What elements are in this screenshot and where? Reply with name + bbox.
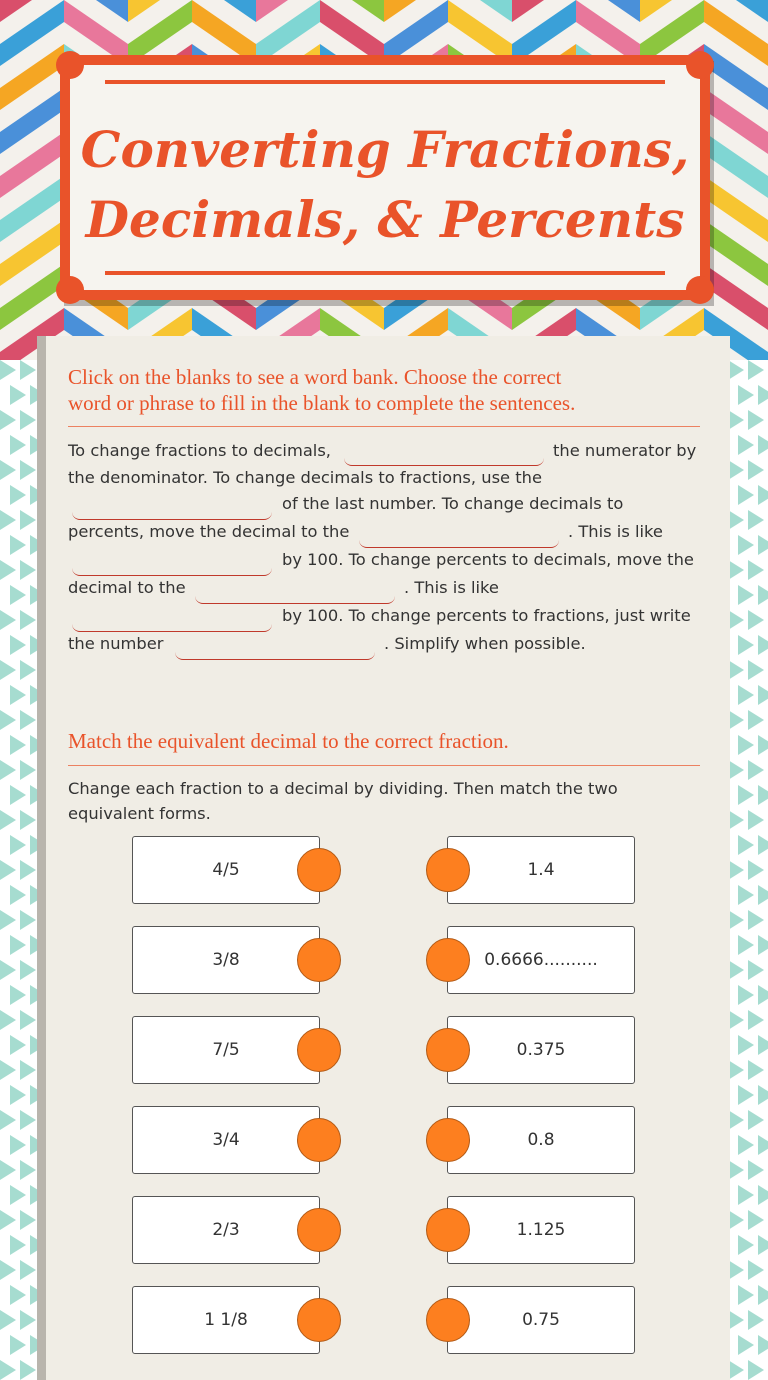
triangle-decoration [0,410,16,430]
triangle-decoration [748,460,764,480]
triangle-decoration [758,1335,768,1355]
triangle-decoration [758,585,768,605]
triangle-decoration [0,1110,16,1130]
paragraph-text: . This is like [404,578,499,597]
triangle-decoration [728,1260,744,1280]
triangle-decoration [0,960,16,980]
triangle-decoration [738,1135,754,1155]
section1-heading-line1: Click on the blanks to see a word bank. Choose the correct [68,365,562,389]
triangle-decoration [0,1260,16,1280]
triangle-decoration [10,1235,26,1255]
triangle-decoration [20,1360,36,1380]
triangle-decoration [758,535,768,555]
decimal-box: 0.375 [447,1016,635,1084]
fraction-box: 3/4 [132,1106,320,1174]
triangle-decoration [738,685,754,705]
triangle-decoration [10,785,26,805]
fraction-connector[interactable] [297,1118,341,1162]
triangle-decoration [728,360,744,380]
triangle-decoration [20,660,36,680]
triangle-decoration [10,1035,26,1055]
triangle-decoration [20,710,36,730]
triangle-decoration [728,460,744,480]
triangle-decoration [20,1010,36,1030]
triangle-decoration [748,1260,764,1280]
page-title-line1: Converting Fractions, [80,120,690,179]
decimal-box: 0.75 [447,1286,635,1354]
triangle-decoration [20,1110,36,1130]
triangle-decoration [758,435,768,455]
triangle-decoration [738,1185,754,1205]
triangle-decoration [0,660,16,680]
left-triangle-pattern [0,360,40,1380]
triangle-decoration [20,1060,36,1080]
corner-decoration [686,51,714,79]
triangle-decoration [728,610,744,630]
triangle-decoration [20,610,36,630]
triangle-decoration [0,510,16,530]
fraction-box: 4/5 [132,836,320,904]
triangle-decoration [738,535,754,555]
triangle-decoration [728,1360,744,1380]
title-rule-bottom [105,271,665,275]
section2-heading: Match the equivalent decimal to the correct fraction. [68,729,509,753]
triangle-decoration [728,760,744,780]
triangle-decoration [20,1160,36,1180]
title-card [60,55,710,300]
triangle-decoration [0,1160,16,1180]
triangle-decoration [10,835,26,855]
triangle-decoration [748,810,764,830]
title-rule-top [105,80,665,84]
fraction-box: 3/8 [132,926,320,994]
paragraph-text: . Simplify when possible. [384,634,586,653]
triangle-decoration [758,785,768,805]
paragraph-text: the denominator. To change decimals to fractions, use the [68,468,542,487]
triangle-decoration [10,385,26,405]
triangle-decoration [10,1085,26,1105]
section2-rule [68,765,700,766]
triangle-decoration [738,435,754,455]
triangle-decoration [748,1160,764,1180]
page-title-line2: Decimals, & Percents [85,190,685,249]
section1-heading-line2: word or phrase to fill in the blank to complete the sentences. [68,391,576,415]
fraction-box: 1 1/8 [132,1286,320,1354]
decimal-connector[interactable] [426,938,470,982]
triangle-decoration [10,735,26,755]
triangle-decoration [10,585,26,605]
triangle-decoration [0,1360,16,1380]
fraction-box: 7/5 [132,1016,320,1084]
blank-4[interactable] [72,557,272,576]
triangle-decoration [738,785,754,805]
triangle-decoration [0,1210,16,1230]
triangle-decoration [0,860,16,880]
triangle-decoration [728,1060,744,1080]
triangle-decoration [738,1285,754,1305]
corner-decoration [686,276,714,304]
triangle-decoration [748,1110,764,1130]
blank-7[interactable] [175,641,375,660]
triangle-decoration [748,610,764,630]
triangle-decoration [728,660,744,680]
triangle-decoration [0,710,16,730]
triangle-decoration [728,560,744,580]
triangle-decoration [728,510,744,530]
paragraph-text: To change fractions to decimals, [68,441,331,460]
triangle-decoration [728,1110,744,1130]
triangle-decoration [20,460,36,480]
triangle-decoration [738,635,754,655]
triangle-decoration [748,510,764,530]
decimal-box: 0.6666.......... [447,926,635,994]
triangle-decoration [20,410,36,430]
decimal-box: 0.8 [447,1106,635,1174]
decimal-connector[interactable] [426,1208,470,1252]
triangle-decoration [738,735,754,755]
triangle-decoration [758,1135,768,1155]
fraction-connector[interactable] [297,848,341,892]
triangle-decoration [20,910,36,930]
triangle-decoration [728,960,744,980]
fraction-connector[interactable] [297,1028,341,1072]
triangle-decoration [748,710,764,730]
triangle-decoration [10,485,26,505]
triangle-decoration [748,1310,764,1330]
triangle-decoration [0,810,16,830]
triangle-decoration [738,1235,754,1255]
section1-rule [68,426,700,427]
triangle-decoration [0,1010,16,1030]
fraction-connector[interactable] [297,938,341,982]
triangle-decoration [738,1035,754,1055]
instruction-line2: equivalent forms. [68,804,211,823]
triangle-decoration [758,1035,768,1055]
blank-3[interactable] [359,529,559,548]
triangle-decoration [0,610,16,630]
triangle-decoration [0,910,16,930]
triangle-decoration [0,460,16,480]
triangle-decoration [748,910,764,930]
triangle-decoration [10,935,26,955]
triangle-decoration [758,885,768,905]
title-inner [70,65,700,290]
triangle-decoration [738,885,754,905]
triangle-decoration [728,810,744,830]
triangle-decoration [758,835,768,855]
triangle-decoration [0,1310,16,1330]
triangle-decoration [758,385,768,405]
decimal-connector[interactable] [426,848,470,892]
triangle-decoration [758,635,768,655]
triangle-decoration [10,1185,26,1205]
page-title [70,115,700,255]
triangle-decoration [0,560,16,580]
triangle-decoration [20,560,36,580]
triangle-decoration [748,660,764,680]
triangle-decoration [728,410,744,430]
triangle-decoration [748,760,764,780]
triangle-decoration [10,535,26,555]
triangle-decoration [758,1085,768,1105]
triangle-decoration [758,685,768,705]
paragraph-text: by 100. To change percents to fractions, just write [282,606,691,625]
blank-2[interactable] [72,501,272,520]
blank-6[interactable] [72,613,272,632]
triangle-decoration [738,935,754,955]
triangle-decoration [738,385,754,405]
triangle-decoration [20,960,36,980]
paragraph-text: the number [68,634,164,653]
paragraph-text: the numerator by [553,441,697,460]
triangle-decoration [20,810,36,830]
triangle-decoration [748,1010,764,1030]
fraction-connector[interactable] [297,1208,341,1252]
decimal-connector[interactable] [426,1118,470,1162]
triangle-decoration [748,560,764,580]
triangle-decoration [738,835,754,855]
triangle-decoration [758,735,768,755]
triangle-decoration [10,885,26,905]
triangle-decoration [10,435,26,455]
triangle-decoration [738,1085,754,1105]
triangle-decoration [10,1135,26,1155]
blank-1[interactable] [344,447,544,466]
triangle-decoration [758,1285,768,1305]
decimal-connector[interactable] [426,1298,470,1342]
triangle-decoration [738,1335,754,1355]
triangle-decoration [748,960,764,980]
paragraph-text: decimal to the [68,578,186,597]
triangle-decoration [0,760,16,780]
instruction-line1: Change each fraction to a decimal by dividing. Then match the two [68,779,618,798]
right-triangle-pattern [728,360,768,1380]
triangle-decoration [748,1060,764,1080]
triangle-decoration [10,685,26,705]
corner-decoration [56,276,84,304]
triangle-decoration [728,1160,744,1180]
triangle-decoration [748,1210,764,1230]
decimal-box: 1.125 [447,1196,635,1264]
triangle-decoration [10,635,26,655]
paragraph-text: . This is like [568,522,663,541]
corner-decoration [56,51,84,79]
triangle-decoration [758,1185,768,1205]
triangle-decoration [748,410,764,430]
triangle-decoration [0,1060,16,1080]
triangle-decoration [20,760,36,780]
fraction-box: 2/3 [132,1196,320,1264]
triangle-decoration [738,485,754,505]
section2-instructions [68,776,708,826]
triangle-decoration [728,1210,744,1230]
paragraph-text: of the last number. To change decimals to [282,494,624,513]
triangle-decoration [10,1285,26,1305]
triangle-decoration [728,710,744,730]
triangle-decoration [20,510,36,530]
triangle-decoration [20,360,36,380]
triangle-decoration [20,1210,36,1230]
triangle-decoration [728,1310,744,1330]
triangle-decoration [748,1360,764,1380]
paragraph-text: percents, move the decimal to the [68,522,350,541]
paragraph-text: by 100. To change percents to decimals, move the [282,550,694,569]
triangle-decoration [0,360,16,380]
triangle-decoration [748,360,764,380]
fraction-connector[interactable] [297,1298,341,1342]
triangle-decoration [748,860,764,880]
decimal-connector[interactable] [426,1028,470,1072]
triangle-decoration [20,1260,36,1280]
decimal-box: 1.4 [447,836,635,904]
triangle-decoration [738,585,754,605]
triangle-decoration [758,485,768,505]
triangle-decoration [758,935,768,955]
triangle-decoration [728,910,744,930]
blank-5[interactable] [195,585,395,604]
triangle-decoration [758,985,768,1005]
triangle-decoration [10,985,26,1005]
triangle-decoration [758,1235,768,1255]
triangle-decoration [728,860,744,880]
triangle-decoration [10,1335,26,1355]
section1-heading [68,364,700,416]
triangle-decoration [20,860,36,880]
triangle-decoration [738,985,754,1005]
triangle-decoration [20,1310,36,1330]
triangle-decoration [728,1010,744,1030]
